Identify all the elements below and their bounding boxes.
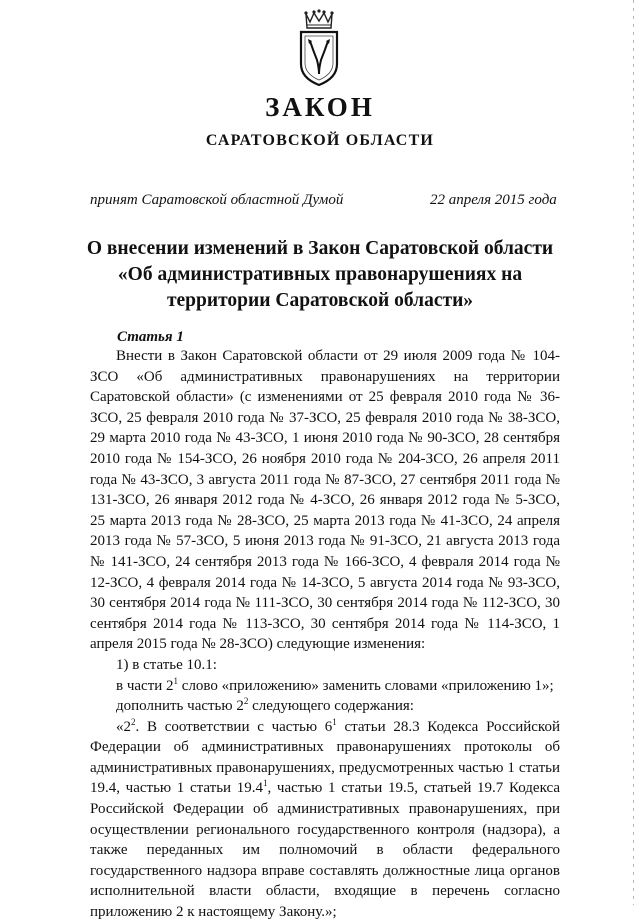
change-a-text: слово «приложению» заменить словами «приложению 1»; (178, 677, 554, 694)
law-title-line: О внесении изменений в Закон Саратовской области (86, 238, 554, 259)
adopted-by: принят Саратовской областной Думой (90, 192, 344, 208)
quote-text: статьи 28.3 Кодекса Российской Федерации об административных правонарушениях протоколы об административных правонарушениях, предусмотренных частью 1 статьи 19.4, частью 1 статьи 19.4 (90, 718, 560, 797)
item-1: 1) в статье 10.1: (116, 656, 217, 673)
change-b-text: следующего содержания: (248, 698, 414, 715)
change-b-paragraph (90, 696, 560, 717)
superscript: 1 (173, 675, 179, 686)
superscript: 1 (262, 778, 268, 789)
saratov-coat-of-arms-icon (288, 8, 350, 88)
document-subtitle: САРАТОВСКОЙ ОБЛАСТИ (205, 132, 435, 149)
superscript: 2 (243, 696, 249, 707)
change-a-paragraph (90, 676, 560, 697)
article-intro-paragraph: Внести в Закон Саратовской области от 29 июля 2009 года № 104-ЗСО «Об административных правонарушениях на территории Саратовской области» (с изменениями от 25 февраля 2010 года № 36-ЗСО, 25 февраля 2010 года № 37-ЗСО, 25 февраля 2010 года № 38-ЗСО, 29 марта 2010 года № 43-ЗСО, 1 июня 2010 года № 90-ЗСО, 28 сентября 2010 года № 154-ЗСО, 26 ноября 2010 года № 204-ЗСО, 26 апреля 2011 года № 43-ЗСО, 3 августа 2011 года № 87-ЗСО, 27 сентября 2011 года № 131-ЗСО, 26 января 2012 года № 4-ЗСО, 26 января 2012 года № 5-ЗСО, 25 марта 2013 года № 28-ЗСО, 25 марта 2013 года № 41-ЗСО, 24 апреля 2013 года № 57-ЗСО, 5 июня 2013 года № 91-ЗСО, 21 августа 2013 года № 141-ЗСО, 24 сентября 2013 года № 166-ЗСО, 4 февраля 2014 года № 12-ЗСО, 4 февраля 2014 года № 14-ЗСО, 5 августа 2014 года № 93-ЗСО, 30 сентября 2014 года № 111-ЗСО, 30 сентября 2014 года № 112-ЗСО, 30 сентября 2014 года № 113-ЗСО, 30 сентября 2014 года № 114-ЗСО, 1 апреля 2015 года № 28-ЗСО) следующие изменения: (90, 348, 560, 653)
law-title (70, 236, 570, 314)
quoted-new-part-paragraph (90, 717, 560, 923)
document-title: ЗАКОН (265, 92, 375, 122)
law-title-line: территории Саратовской области» (166, 290, 474, 311)
quote-text: «2 (116, 718, 131, 735)
article-heading: Статья 1 (117, 329, 184, 345)
article-body (90, 346, 560, 923)
superscript: 2 (131, 716, 136, 727)
change-a-text: в части 2 (116, 677, 174, 694)
change-b-text: дополнить частью 2 (116, 698, 244, 715)
quote-text: , частью 1 статьи 19.5, статьей 19.7 Кодекса Российской Федерации об административных правонарушениях, при осуществлении регионального государственного контроля (надзора), а также переданных им полномочий в области федерального государственного надзора вправе составлять должностные лица органов исполнительной власти области, входящие в перечень согласно приложению 2 к настоящему Закону.»; (90, 780, 560, 921)
superscript: 1 (332, 716, 337, 727)
adoption-date: 22 апреля 2015 года (430, 192, 557, 208)
law-title-line: «Об административных правонарушениях на (117, 264, 523, 285)
quote-text: . В соответствии с частью 6 (135, 718, 333, 735)
